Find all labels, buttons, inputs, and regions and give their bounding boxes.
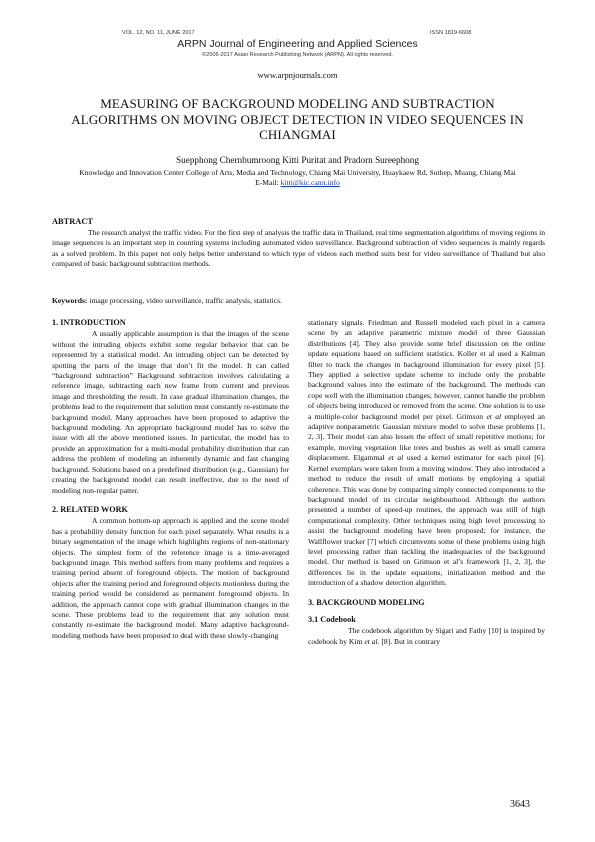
- keywords-text: image processing, video surveillance, traffic analysis, statistics.: [87, 296, 282, 305]
- section-3-1-heading: 3.1 Codebook: [308, 614, 356, 624]
- section-2-heading: 2. RELATED WORK: [52, 504, 128, 514]
- affiliation-block: [60, 168, 535, 189]
- page-number: 3643: [510, 799, 530, 810]
- abstract-text: The research analyst the traffic video. For the first step of analysis the traffic data in Thailand, real time segmentation algorithms of moving regions in image sequences is an important step in counting systems including automated video surveillance. Background subtraction of video sequences is mainly regards as a solved problem. In this paper not only helps better understand to which type of videos each method suits best for video surveillance of Thailand but also compared of basic background subtraction methods.: [52, 227, 545, 269]
- text-run: stationary signals. Friedman and Russell modeled each pixel in a camera scene by an adaptive parametric mixture model of three Gaussian distributions [4]. They also provide some brief discussion on the online update equations based on sufficient statistics. Koller et al used a Kalman filter to track the changes in background illumination for every pixel [5]. They applied a selective update scheme to include only the probable background values into the estimate of the background. The methods can cope well with the illumination changes; however, cannot handle the problem of objects being introduced or removed from the scene. One solution is to use a multiple-color background model per pixel. Grimson: [308, 318, 545, 421]
- email-label: E-Mail:: [255, 178, 281, 188]
- journal-url: www.arpnjournals.com: [257, 70, 338, 80]
- paper-title: MEASURING OF BACKGROUND MODELING AND SUBTRACTION ALGORITHMS ON MOVING OBJECT DETECTION IN VIDEO SEQUENCES IN CHIANGMAI: [71, 96, 524, 143]
- right-column: [308, 318, 545, 647]
- journal-name: ARPN Journal of Engineering and Applied Sciences: [177, 38, 418, 50]
- abstract-section: [52, 217, 545, 270]
- section-2-paragraph: A common bottom-up approach is applied and the scene model has a probability density function for each pixel separately. What results is a binary segmentation of the image which highlights regions of non-stationary objects. The simplest form of the reference image is a time-averaged background image. This method suffers from many problems and requires a training period absent of foreground objects. The motion of background objects after the training period and foreground objects motionless during the training period would be considered as permanent foreground objects. In addition, the approach cannot cope with gradual illumination changes in the scene. These problems lead to the requirement that any solution must constantly re-estimate the background model. Many adaptive background-modeling methods have been proposed to deal with these slowly-changing: [52, 516, 289, 640]
- text-run: used a kernel estimator for each pixel [6]. Kernel exemplars were taken from a moving window. They also introduced a method to reduce the result of small motions by employing a spatial coherence. This was done by comparing simply connected components to the background model of its circular neighbourhood. Although the authors presented a number of speed-up routines, the approach was still of high computational complexity. Other techniques using high level processing to assist the background modeling have been proposed; for instance, the Wallflower tracker [7] which circumvents some of these problems using high level processing rather than tackling the inadequacies of the background model. Our method is based on Grimson et al’s framework [1, 2, 3], the differences lie in the update equations, initialization method and the introduction of a shadow detection algorithm.: [308, 453, 545, 588]
- abstract-heading: ABTRACT: [52, 217, 93, 226]
- section-1-paragraph: A usually applicable assumption is that the images of the scene without the intruding objects exhibit some regular behavior that can be represented by a statistical model. An intruding object can be detected by spotting the parts of the image that don’t fit the model. It can called “background subtraction” Background subtraction involves calculating a reference image, subtracting each new frame from current and previous image and thresholding the result. In case gradual illumination changes, the problems lead to the requirement that solution must constantly re-estimate the background model. Many approaches have been proposed to adaptive the background modeling. An appropriate background model has to solve the issue with all the above mentioned issues. In particular, the model has to provide an approximation for a multi-modal probability distribution that can address the problem of modeling an inherently dynamic and fast changing background. Solutions based on a predefined distribution (e.g., Gaussian) for creating the background model can result ineffective, due to the need of modeling non-regular patter.: [52, 329, 289, 495]
- affiliation: Knowledge and Innovation Center College of Arts, Media and Technology, Chiang Mai University, Huaykaew Rd, Suthep, Muang, Chiang Mai: [79, 168, 516, 177]
- keywords-label: Keywords:: [52, 296, 88, 305]
- section-1-heading: 1. INTRODUCTION: [52, 318, 126, 327]
- copyright-line: ©2006-2017 Asian Research Publishing Network (ARPN). All rights reserved.: [202, 52, 393, 58]
- left-column: [52, 318, 289, 641]
- email-link[interactable]: kitti@kic.camt.info: [280, 178, 340, 188]
- keywords-line: [52, 296, 545, 305]
- email-line: [60, 178, 535, 188]
- text-run: The codebook algorithm by Sigari and Fathy [10] is inspired by codebook by Kim: [308, 626, 545, 646]
- authors: Suepphong Chernbumroong Kitti Puritat and Pradorn Sureephong: [176, 155, 419, 165]
- section-3-heading: 3. BACKGROUND MODELING: [308, 597, 425, 607]
- text-run: . [8]. But in contrary: [377, 636, 441, 646]
- volume-info: VOL. 12, NO. 11, JUNE 2017: [122, 30, 195, 36]
- issn: ISSN 1819-6608: [430, 30, 472, 36]
- emphasis: et al: [486, 411, 502, 421]
- emphasis: et al: [388, 453, 404, 463]
- related-work-continued: [308, 318, 545, 589]
- emphasis: et al: [364, 636, 378, 646]
- text-run: employed an adaptive nonparametric Gaussian mixture model to solve these problems [1, 2, 3]. Their model can also lessen the effect of small repetitive motions; for example, moving vegetation like trees and bushes as well as small camera displacement. Elgammal: [308, 411, 545, 463]
- section-3-1-paragraph: [308, 626, 545, 647]
